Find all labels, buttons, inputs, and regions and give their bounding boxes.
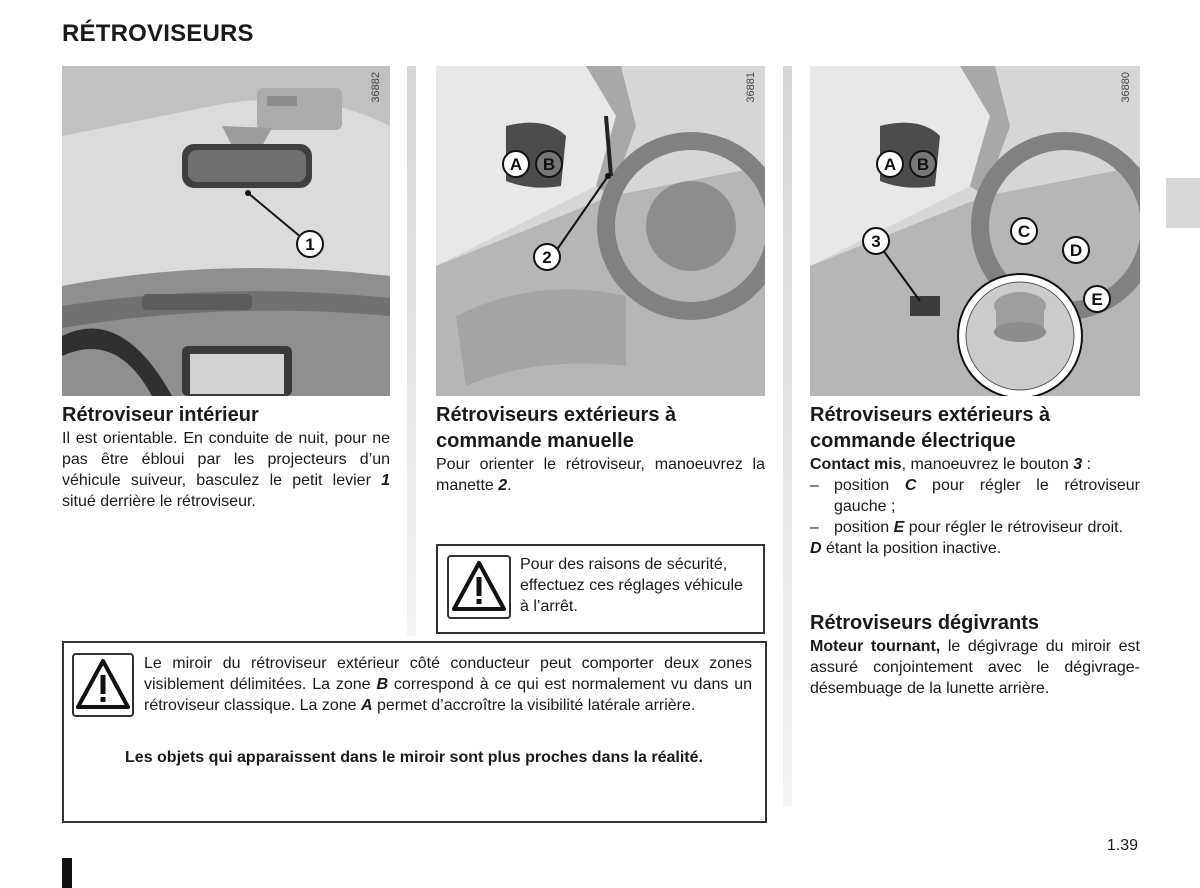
- section-interior-mirror: [62, 402, 390, 512]
- callout-b: B: [542, 155, 556, 174]
- warning-box-small: [436, 544, 765, 634]
- callout-a: A: [883, 155, 897, 174]
- section-heading: Rétroviseurs dégivrants: [810, 612, 1039, 634]
- page-marker: [62, 858, 72, 888]
- page-title: RÉTROVISEURS: [62, 20, 254, 47]
- figure-code: 36882: [370, 72, 382, 103]
- warning-triangle-icon: [72, 653, 134, 717]
- callout-1: 1: [305, 235, 315, 254]
- section-defrost: [810, 610, 1140, 699]
- callout-d: D: [1069, 241, 1083, 260]
- warning-text: Pour des raisons de sécurité, effectuez ces réglages véhicule à l’arrêt.: [520, 556, 743, 615]
- ref-label: 2: [498, 477, 508, 494]
- section-heading: Rétroviseurs extérieurs à commande électrique: [810, 404, 1051, 452]
- section-body: [62, 428, 390, 512]
- chapter-tab: [1166, 178, 1200, 228]
- section-heading: Rétroviseur intérieur: [62, 404, 259, 426]
- body-text: situé derrière le rétroviseur.: [62, 493, 256, 510]
- warning-text: Le miroir du rétroviseur extérieur côté conducteur peut comporter deux zones visiblement délimitées. La zone B correspond à ce qui est normalement vu dans un rétroviseur classique. La zone A permet d’accroître la visibilité latérale arrière.: [144, 655, 753, 714]
- figure-code: 36881: [745, 72, 757, 103]
- callout-e: E: [1091, 290, 1103, 309]
- warning-box-large: [62, 641, 767, 823]
- section-body: [436, 454, 765, 496]
- callout-2: 2: [542, 248, 552, 267]
- section-manual-mirror: [436, 402, 765, 496]
- figure-manual-mirror: [436, 66, 765, 396]
- column-divider-1: [407, 66, 416, 636]
- section-note: D étant la position inactive.: [810, 540, 1002, 557]
- column-divider-2: [783, 66, 792, 806]
- body-text: .: [507, 477, 512, 494]
- warning-triangle-icon: [447, 555, 511, 619]
- section-electric-mirror: [810, 402, 1140, 559]
- ref-label: 3: [1073, 456, 1083, 473]
- body-text: Il est orientable. En conduite de nuit, pour ne pas être ébloui par les projecteurs d’un véhicule suiveur, basculez le petit levier: [62, 430, 390, 489]
- figure-code: 36880: [1120, 72, 1132, 103]
- section-heading: Rétroviseurs extérieurs à commande manuelle: [436, 404, 677, 452]
- list-item: – position E pour régler le rétroviseur droit.: [810, 519, 1124, 536]
- callout-c: C: [1017, 222, 1031, 241]
- ref-label: 1: [381, 472, 390, 489]
- callout-b: B: [916, 155, 930, 174]
- list-item: – position C pour régler le rétroviseur gauche ;: [810, 477, 1140, 515]
- section-body: Contact mis, manoeuvrez le bouton 3 :: [810, 456, 1092, 473]
- callout-a: A: [509, 155, 523, 174]
- figure-interior-mirror: [62, 66, 390, 396]
- warning-bold-line: Les objets qui apparaissent dans le miroir sont plus proches dans la réalité.: [125, 749, 703, 766]
- callout-3: 3: [871, 232, 881, 251]
- position-list: [810, 475, 1140, 538]
- body-text: Pour orienter le rétroviseur, manoeuvrez la manette: [436, 456, 765, 494]
- figure-electric-mirror: [810, 66, 1140, 396]
- page-number: 1.39: [1106, 837, 1138, 854]
- section-body: Moteur tournant, le dégivrage du miroir est assuré conjointement avec le dégivrage-désembuage de la lunette arrière.: [810, 638, 1140, 697]
- body-bold: Contact mis: [810, 456, 902, 473]
- body-bold: Moteur tournant,: [810, 638, 941, 655]
